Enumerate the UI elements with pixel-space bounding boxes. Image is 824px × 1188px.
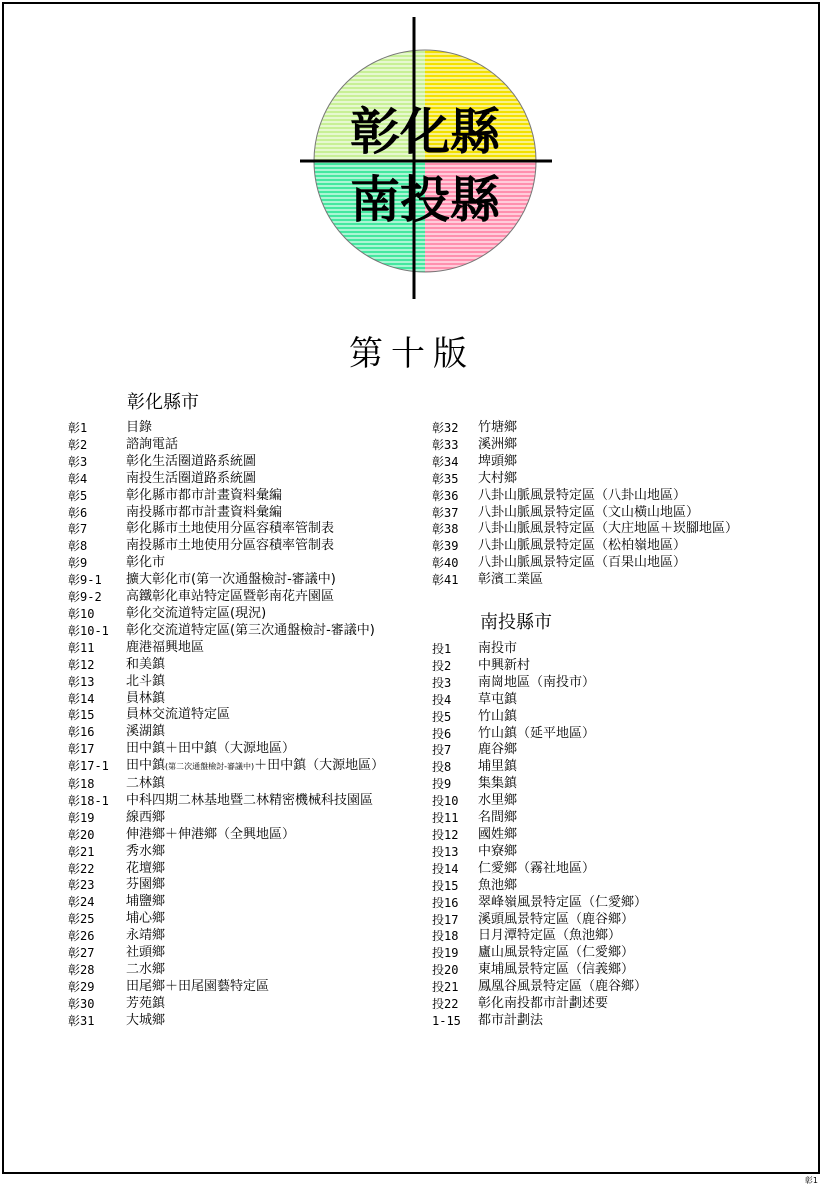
item-code: 投17 — [432, 912, 459, 927]
item-name — [126, 741, 295, 758]
item-name — [126, 623, 375, 640]
item-code: 彰9-1 — [68, 573, 102, 588]
item-code: 投5 — [432, 709, 452, 724]
list-item — [432, 793, 647, 810]
item-code: 彰35 — [432, 471, 459, 486]
item-code: 彰1 — [68, 421, 88, 435]
item-name — [478, 759, 517, 776]
item-name — [478, 572, 543, 589]
list-item — [68, 776, 384, 793]
emblem-line2: 南投縣 — [350, 170, 500, 229]
item-name — [126, 962, 165, 979]
item-name-text: 埔里鎮 — [478, 759, 518, 775]
list-item — [68, 793, 384, 810]
item-name-text: 埔鹽鄉 — [126, 894, 166, 910]
list-item — [68, 657, 384, 674]
item-name — [126, 928, 165, 945]
item-name — [478, 505, 699, 522]
item-code: 彰18 — [68, 777, 95, 792]
item-name-text: 魚池鄉 — [478, 877, 518, 893]
item-code: 投19 — [432, 946, 459, 961]
list-item — [432, 471, 738, 488]
item-name-text: 鹿谷鄉 — [478, 742, 518, 758]
item-code: 彰17-1 — [68, 759, 109, 774]
item-code: 彰17 — [68, 742, 95, 757]
list-item — [68, 758, 384, 776]
list-item — [432, 895, 647, 912]
item-name-text: 彰化南投都市計劃述要 — [478, 996, 609, 1012]
item-name — [126, 877, 165, 894]
item-name — [126, 521, 334, 538]
item-name-text: 鳳凰谷風景特定區（鹿谷鄉） — [478, 979, 648, 995]
item-code: 彰41 — [432, 573, 459, 588]
list-item — [68, 505, 384, 522]
item-code: 彰19 — [68, 810, 95, 825]
item-name — [478, 928, 621, 945]
item-code: 彰29 — [68, 979, 95, 994]
item-name — [478, 861, 595, 878]
item-code: 彰31 — [68, 1013, 95, 1028]
item-code: 彰5 — [68, 488, 88, 503]
item-name — [478, 962, 634, 979]
item-name-text: 南投縣市都市計畫資料彙編 — [126, 504, 283, 520]
item-name-text: 中興新村 — [478, 657, 531, 673]
item-code: 彰27 — [68, 946, 95, 961]
item-name-text: 溪洲鄉 — [478, 436, 518, 452]
list-item — [68, 724, 384, 741]
item-name-text: 中寮鄉 — [478, 843, 518, 859]
item-name — [478, 793, 517, 810]
item-code: 投1 — [432, 642, 452, 656]
item-name — [126, 640, 204, 657]
item-name-text: 埔心鄉 — [126, 911, 166, 927]
item-name-text: 溪頭風景特定區（鹿谷鄉） — [478, 911, 635, 927]
item-name-text: 國姓鄉 — [478, 826, 518, 842]
item-code: 投13 — [432, 844, 459, 859]
item-name — [478, 454, 517, 471]
list-item — [432, 726, 647, 743]
list-item — [432, 641, 647, 658]
item-code: 投11 — [432, 811, 459, 826]
list-item — [68, 488, 384, 505]
item-note: (第二次通盤檢討-審議中) — [165, 762, 255, 772]
item-name — [478, 437, 517, 454]
item-code: 彰4 — [68, 471, 88, 486]
item-name-text: 擴大彰化市(第一次通盤檢討-審議中) — [126, 572, 336, 588]
item-name — [126, 420, 152, 437]
item-code: 投22 — [432, 997, 459, 1012]
item-name — [478, 945, 634, 962]
list-item — [68, 420, 384, 437]
item-name-text: 名間鄉 — [478, 810, 518, 826]
item-name-text: 高鐵彰化車站特定區暨彰南花卉園區 — [126, 589, 335, 605]
item-code: 彰16 — [68, 725, 95, 740]
list-item — [68, 979, 384, 996]
emblem-line1: 彰化縣 — [350, 102, 500, 161]
list-item — [68, 928, 384, 945]
item-name-text: 鹿港福興地區 — [126, 639, 205, 655]
item-name — [126, 724, 165, 741]
item-name — [126, 861, 165, 878]
item-code: 投15 — [432, 878, 459, 893]
item-name — [478, 709, 517, 726]
item-name — [126, 538, 334, 555]
item-code: 彰3 — [68, 454, 88, 469]
page-number: 彰1 — [804, 1176, 818, 1185]
item-code: 彰9-2 — [68, 590, 102, 605]
list-item — [432, 912, 647, 929]
list-item — [68, 962, 384, 979]
item-name-text: 二林鎮 — [126, 776, 166, 792]
list-item — [68, 521, 384, 538]
item-name-text: 彰化生活圈道路系統圖 — [126, 453, 257, 469]
item-name-rest: ＋田中鎮（大源地區） — [254, 758, 385, 774]
item-name-text: 彰化交流道特定區(第三次通盤檢討-審議中) — [126, 622, 375, 638]
list-item — [68, 538, 384, 555]
item-name-text: 員林交流道特定區 — [126, 707, 231, 723]
item-name-text: 八卦山脈風景特定區（八卦山地區） — [478, 487, 687, 503]
emblem — [290, 17, 560, 302]
item-name-text: 竹山鎮 — [478, 708, 518, 724]
changhua-list-continued — [432, 420, 738, 589]
item-name — [126, 572, 336, 589]
item-name — [126, 505, 282, 522]
item-code: 彰10-1 — [68, 623, 109, 638]
item-code: 彰15 — [68, 708, 95, 723]
item-code: 彰32 — [432, 421, 459, 435]
edition-title: 第十版 — [349, 334, 475, 374]
item-name — [126, 437, 178, 454]
item-name-text: 溪湖鎮 — [126, 724, 166, 740]
item-name-text: 秀水鄉 — [126, 843, 166, 859]
item-code: 彰12 — [68, 657, 95, 672]
list-item — [432, 572, 738, 589]
list-item — [432, 454, 738, 471]
item-code: 投7 — [432, 743, 452, 758]
item-name-text: 集集鎮 — [478, 776, 518, 792]
list-item — [68, 437, 384, 454]
item-name — [126, 589, 334, 606]
item-code: 彰11 — [68, 640, 95, 655]
item-name-text: 大城鄉 — [126, 1012, 166, 1028]
item-name-text: 竹山鎮（延平地區） — [478, 725, 596, 741]
item-code: 投20 — [432, 963, 459, 978]
list-item — [68, 623, 384, 640]
item-name — [126, 488, 282, 505]
list-item — [68, 674, 384, 691]
item-code: 彰30 — [68, 996, 95, 1011]
list-item — [68, 707, 384, 724]
item-name-text: 南投市 — [478, 641, 518, 656]
item-name-text: 芳苑鎮 — [126, 995, 166, 1011]
item-name-text: 都市計劃法 — [478, 1012, 544, 1028]
item-name-text: 伸港鄉＋伸港鄉（全興地區） — [126, 826, 296, 842]
list-item — [68, 471, 384, 488]
item-code: 彰21 — [68, 844, 95, 859]
list-item — [432, 962, 647, 979]
item-name — [478, 726, 595, 743]
item-name — [478, 471, 517, 488]
changhua-section-title: 彰化縣市 — [127, 392, 199, 413]
list-item — [432, 844, 647, 861]
item-name-text: 永靖鄉 — [126, 928, 166, 944]
item-code: 投4 — [432, 692, 452, 707]
item-code: 投14 — [432, 861, 459, 876]
item-name — [478, 878, 517, 895]
list-item — [432, 675, 647, 692]
item-name-text: 竹塘鄉 — [478, 420, 518, 435]
item-name-text: 社頭鄉 — [126, 945, 166, 961]
item-name-text: 彰濱工業區 — [478, 572, 544, 588]
list-item — [68, 454, 384, 471]
list-item — [432, 979, 647, 996]
item-name-text: 東埔風景特定區（信義鄉） — [478, 962, 635, 978]
item-code: 彰8 — [68, 539, 88, 554]
list-item — [68, 844, 384, 861]
item-name-text: 日月潭特定區（魚池鄉） — [478, 928, 622, 944]
list-item — [68, 691, 384, 708]
item-code: 彰22 — [68, 861, 95, 876]
item-name-text: 南投縣市土地使用分區容積率管制表 — [126, 538, 335, 554]
item-name-text: 田尾鄉＋田尾園藝特定區 — [126, 978, 270, 994]
item-name — [126, 827, 295, 844]
nantou-section-title: 南投縣市 — [480, 612, 552, 633]
item-name-text: 北斗鎮 — [126, 673, 166, 689]
item-name — [126, 555, 165, 572]
list-item — [432, 521, 738, 538]
item-name — [126, 674, 165, 691]
item-code: 彰26 — [68, 929, 95, 944]
item-name-text: 廬山風景特定區（仁愛鄉） — [478, 945, 635, 961]
item-name — [478, 827, 517, 844]
item-name — [478, 742, 517, 759]
item-code: 彰6 — [68, 505, 88, 520]
item-code: 彰28 — [68, 963, 95, 977]
item-name-text: 仁愛鄉（霧社地區） — [478, 860, 596, 876]
list-item — [68, 1013, 384, 1030]
item-name — [478, 895, 647, 912]
list-item — [432, 538, 738, 555]
item-name — [478, 658, 530, 675]
item-name-text: 彰化縣市土地使用分區容積率管制表 — [126, 521, 335, 537]
item-name — [478, 1013, 543, 1030]
item-name-text: 大村鄉 — [478, 470, 518, 486]
item-name-text: 花壇鄉 — [126, 860, 166, 876]
item-name-text: 八卦山脈風景特定區（百果山地區） — [478, 555, 687, 571]
list-item — [68, 861, 384, 878]
item-name — [478, 521, 738, 538]
list-item — [68, 810, 384, 827]
nantou-list — [432, 641, 647, 1030]
item-name-text: 八卦山脈風景特定區（松柏嶺地區） — [478, 538, 687, 554]
item-code: 投21 — [432, 980, 459, 995]
list-item — [432, 878, 647, 895]
list-item — [432, 810, 647, 827]
item-name-text: 線西鄉 — [126, 809, 166, 825]
item-name-text: 八卦山脈風景特定區（文山橫山地區） — [478, 504, 700, 520]
item-code: 彰39 — [432, 539, 459, 554]
item-code: 1-15 — [432, 1013, 461, 1028]
item-name — [126, 758, 384, 776]
item-name — [478, 692, 517, 709]
list-item — [432, 861, 647, 878]
item-name — [126, 810, 165, 827]
list-item — [432, 1013, 647, 1030]
list-item — [68, 877, 384, 894]
item-code: 投12 — [432, 827, 459, 842]
item-code: 投18 — [432, 929, 459, 944]
item-code: 彰2 — [68, 437, 88, 452]
item-code: 彰25 — [68, 912, 95, 927]
item-code: 彰9 — [68, 556, 88, 571]
item-code: 彰40 — [432, 556, 459, 571]
list-item — [68, 640, 384, 657]
list-item — [68, 827, 384, 844]
item-code: 投3 — [432, 675, 452, 690]
changhua-list — [68, 420, 384, 1030]
item-code: 投6 — [432, 726, 452, 741]
item-name-text: 和美鎮 — [126, 656, 166, 672]
list-item — [432, 776, 647, 793]
list-item — [432, 488, 738, 505]
item-name — [126, 996, 165, 1013]
list-item — [68, 555, 384, 572]
item-code: 投9 — [432, 777, 452, 792]
list-item — [432, 437, 738, 454]
item-code: 彰10 — [68, 606, 95, 621]
list-item — [68, 572, 384, 589]
list-item — [432, 996, 647, 1013]
item-name — [478, 675, 595, 692]
item-name-text: 埤頭鄉 — [478, 453, 518, 469]
item-name-text: 彰化縣市都市計畫資料彙編 — [126, 487, 283, 503]
item-code: 彰23 — [68, 878, 95, 893]
item-name-text: 草屯鎮 — [478, 691, 518, 707]
list-item — [432, 945, 647, 962]
list-item — [432, 692, 647, 709]
item-name-text: 南崗地區（南投市） — [478, 674, 596, 690]
item-name — [478, 555, 686, 572]
list-item — [68, 589, 384, 606]
item-code: 彰36 — [432, 488, 459, 503]
item-code: 彰18-1 — [68, 793, 109, 808]
list-item — [68, 606, 384, 623]
item-name-text: 南投生活圈道路系統圖 — [126, 470, 257, 486]
list-item — [432, 709, 647, 726]
list-item — [432, 928, 647, 945]
item-code: 投2 — [432, 658, 452, 673]
list-item — [432, 742, 647, 759]
item-code: 投16 — [432, 895, 459, 910]
list-item — [432, 658, 647, 675]
item-name — [126, 776, 165, 793]
item-name — [126, 471, 256, 488]
item-name-text: 彰化市 — [126, 555, 166, 571]
item-name-text: 田中鎮 — [126, 758, 166, 774]
item-name — [126, 979, 269, 996]
item-name-text: 芬園鄉 — [126, 877, 166, 893]
item-name-text: 諮詢電話 — [126, 436, 179, 452]
item-code: 彰24 — [68, 895, 95, 910]
item-code: 彰13 — [68, 674, 95, 689]
item-name — [478, 641, 517, 658]
item-name — [478, 776, 517, 793]
item-name-text: 水里鄉 — [478, 793, 518, 809]
item-name-text: 中科四期二林基地暨二林精密機械科技園區 — [126, 792, 374, 808]
item-name-text: 目錄 — [126, 420, 153, 435]
item-name-text: 員林鎮 — [126, 690, 166, 706]
item-code: 彰38 — [432, 522, 459, 537]
item-name — [126, 793, 373, 810]
item-name — [478, 979, 647, 996]
item-name — [126, 894, 165, 911]
item-name — [478, 912, 634, 929]
item-name — [126, 945, 165, 962]
item-name — [126, 691, 165, 708]
item-code: 投8 — [432, 760, 452, 775]
list-item — [68, 945, 384, 962]
item-code: 彰37 — [432, 505, 459, 520]
item-code: 彰7 — [68, 522, 88, 537]
list-item — [432, 555, 738, 572]
list-item — [68, 741, 384, 758]
item-name — [126, 657, 165, 674]
item-name — [126, 707, 230, 724]
item-name — [478, 538, 686, 555]
item-name-text: 彰化交流道特定區(現況) — [126, 605, 267, 621]
item-name-text: 八卦山脈風景特定區（大庄地區＋崁腳地區） — [478, 521, 739, 537]
item-code: 彰14 — [68, 691, 95, 706]
item-name — [478, 488, 686, 505]
item-name-text: 田中鎮＋田中鎮（大源地區） — [126, 741, 296, 757]
item-name — [126, 844, 165, 861]
item-name — [126, 911, 165, 928]
item-name-text: 翠峰嶺風景特定區（仁愛鄉） — [478, 894, 648, 910]
item-name-text: 二水鄉 — [126, 962, 166, 977]
item-name — [478, 810, 517, 827]
item-code: 彰20 — [68, 827, 95, 842]
list-item — [432, 420, 738, 437]
item-name — [126, 1013, 165, 1030]
list-item — [432, 505, 738, 522]
list-item — [432, 827, 647, 844]
item-code: 彰33 — [432, 437, 459, 452]
list-item — [68, 894, 384, 911]
list-item — [68, 996, 384, 1013]
item-name — [478, 844, 517, 861]
item-name — [126, 606, 266, 623]
list-item — [432, 759, 647, 776]
item-code: 投10 — [432, 794, 459, 809]
item-name — [478, 420, 517, 437]
item-code: 彰34 — [432, 454, 459, 469]
item-name — [126, 454, 256, 471]
list-item — [68, 911, 384, 928]
item-name — [478, 996, 608, 1013]
